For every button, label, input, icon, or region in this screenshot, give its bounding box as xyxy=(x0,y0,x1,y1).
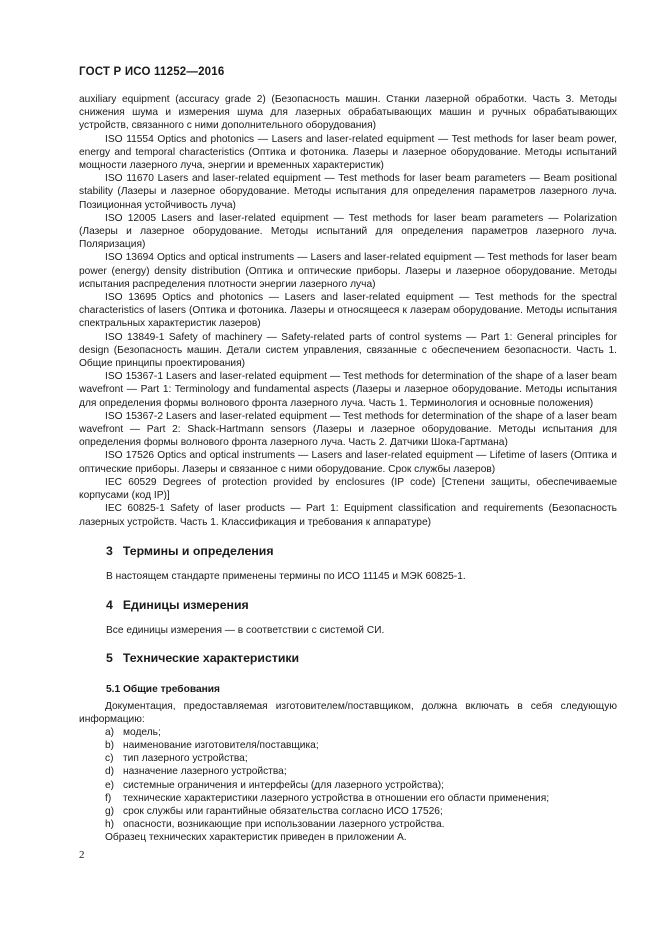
list-item: g) срок службы или гарантийные обязательства согласно ИСО 17526; xyxy=(105,805,443,817)
reference-item: ISO 11670 Lasers and laser-related equipment — Test methods for laser beam parameters — Beam positional stability (Лазеры и лазерное оборудование. Методы испытания для определения параметров лазерного луча. Позиционная устойчивость луча) xyxy=(79,173,617,211)
reference-item: IEC 60529 Degrees of protection provided by enclosures (IP code) [Степени защиты, обеспечиваемые корпусами (код IP)] xyxy=(79,476,617,502)
section-number: 3 xyxy=(106,544,113,558)
list-item: d) назначение лазерного устройства; xyxy=(105,766,287,778)
list-item: f) технические характеристики лазерного устройства в отношении его области применения; xyxy=(105,792,550,804)
subsection-intro: Документация, предоставляемая изготовителем/поставщиком, должна включать в себя следующую информацию: xyxy=(79,701,617,726)
reference-item: ISO 12005 Lasers and laser-related equipment — Test methods for laser beam parameters — Polarization (Лазеры и лазерное оборудование. Методы испытаний для определения параметров лазерного луча. Поляризация) xyxy=(79,212,617,251)
reference-item: ISO 15367-2 Lasers and laser-related equipment — Test methods for determination of the shape of a laser beam wavefront — Part 2: Shack-Hartmann sensors (Лазеры и лазерное оборудование. Методы испытания для определения формы волнового фронта лазерного луча. Часть 2. Датчики Шока-Гартмана) xyxy=(79,410,617,449)
list-item: c) тип лазерного устройства; xyxy=(105,753,248,765)
reference-item: ISO 13849-1 Safety of machinery — Safety-related parts of control systems — Part 1: General principles for design (Безопасность машин. Детали систем управления, связанные с обеспечением безопасности. Часть 1. Общие принципы проектирования) xyxy=(79,331,617,370)
reference-item: ISO 17526 Optics and optical instruments — Lasers and laser-related equipment — Lifetime of lasers (Оптика и оптические приборы. Лазеры и связанное с ними оборудование. Срок службы лазеров) xyxy=(79,450,617,475)
references-block xyxy=(79,93,617,529)
section-number: 5 xyxy=(106,651,113,665)
intro-continuation: auxiliary equipment (accuracy grade 2) (Безопасность машин. Станки лазерной обработки. Часть 3. Методы снижения шума и измерения шума для лазерных обрабатывающих машин и ручных обрабатывающих устройств, связанного с ними дополнительного оборудования) xyxy=(79,94,617,132)
subsection-5-1-heading: 5.1 Общие требования xyxy=(106,684,220,695)
section-title: Технические характеристики xyxy=(122,651,300,665)
section-title: Единицы измерения xyxy=(122,598,249,612)
section-number: 4 xyxy=(106,598,113,612)
reference-item: ISO 13695 Optics and photonics — Lasers and laser-related equipment — Test methods for the spectral characteristics of lasers (Оптика и фотоника. Лазеры и относящееся к лазерам оборудование. Методы испытания спектральных характеристик лазеров) xyxy=(79,292,617,330)
list-item: h) опасности, возникающие при использовании лазерного устройства. xyxy=(105,818,445,830)
list-item: a) модель; xyxy=(105,727,161,739)
section-5-heading xyxy=(106,651,299,665)
reference-item: ISO 13694 Optics and optical instruments — Lasers and laser-related equipment — Test methods for laser beam power (energy) density distribution (Оптика и оптические приборы. Лазеры и лазерное оборудование. Методы испытания распределения плотности энергии лазерного луча) xyxy=(79,252,617,290)
page-number: 2 xyxy=(79,849,85,861)
section-3-heading xyxy=(106,544,274,558)
subsection-5-1-body xyxy=(79,700,617,844)
reference-item: ISO 11554 Optics and photonics — Lasers and laser-related equipment — Test methods for laser beam power, energy and temporal characteristics (Оптика и фотоника. Лазеры и лазерное оборудование. Методы испытаний мощности лазерного луча, энергии и временных характеристик) xyxy=(79,133,617,172)
section-4-heading xyxy=(106,598,249,612)
subsection-closing: Образец технических характеристик приведен в приложении А. xyxy=(105,831,407,843)
reference-item: ISO 15367-1 Lasers and laser-related equipment — Test methods for determination of the shape of a laser beam wavefront — Part 1: Terminology and fundamental aspects (Лазеры и лазерное оборудование. Методы испытания для определения формы волнового фронта лазерного луча. Часть 1. Терминология и основные положения) xyxy=(79,371,617,409)
list-item: e) системные ограничения и интерфейсы (для лазерного устройства); xyxy=(105,779,444,791)
reference-item: IEC 60825-1 Safety of laser products — Part 1: Equipment classification and requirements (Безопасность лазерных устройств. Часть 1. Классификация и требования к аппаратуре) xyxy=(79,503,617,528)
section-title: Термины и определения xyxy=(122,544,274,558)
section-3-text: В настоящем стандарте применены термины по ИСО 11145 и МЭК 60825-1. xyxy=(106,571,466,582)
document-header: ГОСТ Р ИСО 11252—2016 xyxy=(79,66,225,78)
section-4-text: Все единицы измерения — в соответствии с системой СИ. xyxy=(106,625,385,636)
list-item: b) наименование изготовителя/поставщика; xyxy=(105,740,319,752)
